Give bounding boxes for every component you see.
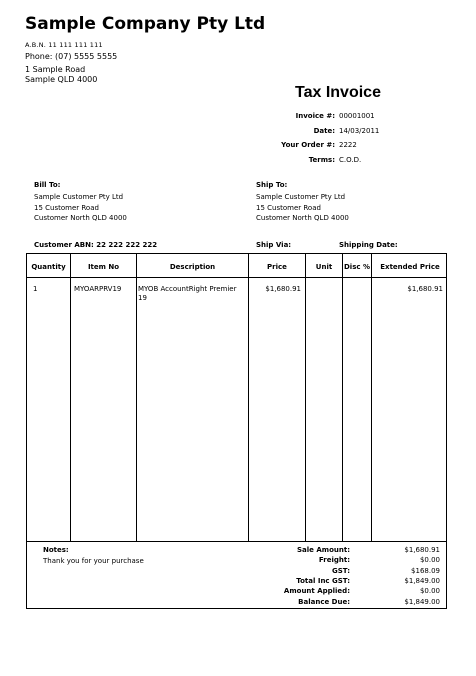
invoice-date-value: 14/03/2011 (339, 127, 380, 135)
invoice-number-value: 00001001 (339, 112, 375, 120)
ship-via-label: Ship Via: (256, 241, 292, 249)
bill-to-line2: 15 Customer Road (34, 204, 99, 212)
total-value-amount-applied: $0.00 (419, 587, 440, 595)
column-divider (136, 254, 137, 541)
total-value-gst: $168.09 (411, 567, 440, 575)
total-label-gst: GST: (332, 567, 350, 575)
column-divider (371, 254, 372, 541)
ship-to-line3: Customer North QLD 4000 (256, 214, 349, 222)
customer-abn: Customer ABN: 22 222 222 222 (34, 241, 158, 249)
total-value-total-inc-gst: $1,849.00 (404, 577, 440, 585)
company-phone: Phone: (07) 5555 5555 (25, 52, 118, 61)
invoice-date-label: Date: (313, 127, 335, 135)
header-unit: Unit (315, 263, 333, 271)
footer-divider (27, 541, 446, 542)
total-label-amount-applied: Amount Applied: (283, 587, 350, 595)
total-label-sale-amount: Sale Amount: (297, 546, 350, 554)
invoice-title: Tax Invoice (295, 84, 381, 101)
notes-text: Thank you for your purchase (43, 557, 144, 565)
header-price: Price (267, 263, 287, 271)
terms-label: Terms: (308, 156, 335, 164)
order-number-label: Your Order #: (281, 141, 335, 149)
total-label-freight: Freight: (318, 556, 350, 564)
cell-quantity: 1 (33, 285, 38, 293)
column-divider (342, 254, 343, 541)
header-description: Description (169, 263, 216, 271)
bill-to-line3: Customer North QLD 4000 (34, 214, 127, 222)
shipping-date-label: Shipping Date: (339, 241, 398, 249)
terms-value: C.O.D. (339, 156, 362, 164)
cell-extended-price: $1,680.91 (407, 285, 443, 293)
company-name: Sample Company Pty Ltd (25, 14, 266, 34)
bill-to-line1: Sample Customer Pty Ltd (34, 193, 124, 201)
column-divider (70, 254, 71, 541)
ship-to-line2: 15 Customer Road (256, 204, 321, 212)
bill-to-label: Bill To: (34, 181, 61, 189)
total-value-sale-amount: $1,680.91 (404, 546, 440, 554)
cell-price: $1,680.91 (265, 285, 301, 293)
total-value-freight: $0.00 (419, 556, 440, 564)
ship-to-label: Ship To: (256, 181, 288, 189)
cell-description: MYOB AccountRight Premier 19 (138, 285, 237, 302)
header-quantity: Quantity (31, 263, 66, 271)
column-divider (305, 254, 306, 541)
total-value-balance-due: $1,849.00 (404, 598, 440, 606)
total-label-balance-due: Balance Due: (298, 598, 350, 606)
company-address-line1: 1 Sample Road (25, 65, 86, 74)
cell-item-no: MYOARPRV19 (74, 285, 122, 293)
ship-to-line1: Sample Customer Pty Ltd (256, 193, 346, 201)
items-table (26, 253, 447, 609)
order-number-value: 2222 (339, 141, 357, 149)
header-extended-price: Extended Price (380, 263, 440, 271)
column-divider (248, 254, 249, 541)
company-abn: A.B.N. 11 111 111 111 (25, 41, 103, 49)
company-address-line2: Sample QLD 4000 (25, 75, 98, 84)
total-label-total-inc-gst: Total Inc GST: (296, 577, 350, 585)
header-divider (27, 277, 446, 278)
header-item-no: Item No (87, 263, 120, 271)
header-disc: Disc % (344, 263, 370, 271)
invoice-number-label: Invoice #: (295, 112, 335, 120)
notes-label: Notes: (43, 546, 69, 554)
